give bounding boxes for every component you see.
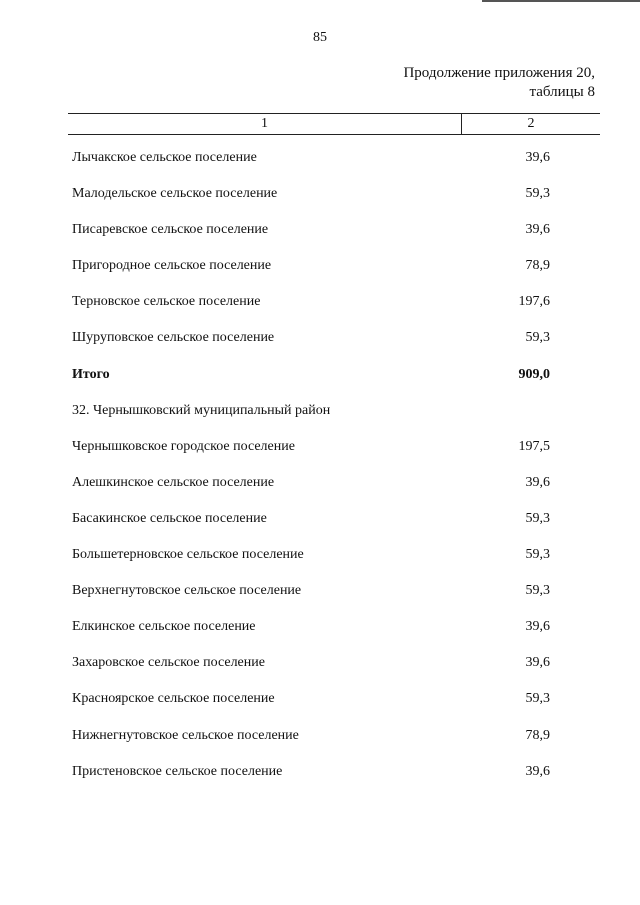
row-value: 197,5 [518,438,550,454]
table-row [72,683,550,719]
table-row [72,503,550,539]
section-heading: 32. Чернышковский муниципальный район [72,402,331,418]
row-name: Елкинское сельское поселение [72,619,256,635]
row-name: Захаровское сельское поселение [72,655,265,671]
table-row [72,322,550,358]
row-value: 78,9 [525,727,550,743]
header-col-2: 2 [527,116,535,131]
row-value: 59,3 [525,583,550,599]
row-value: 59,3 [525,547,550,563]
table-row [72,611,550,647]
total-row [72,359,550,395]
row-name: Писаревское сельское поселение [72,222,269,238]
row-value: 39,6 [525,222,550,238]
row-name: Басакинское сельское поселение [72,510,267,526]
row-name: Пристеновское сельское поселение [72,763,283,779]
row-name: Лычакское сельское поселение [72,150,257,165]
row-name: Красноярское сельское поселение [72,691,275,707]
total-value: 909,0 [518,366,550,382]
section-heading-row [72,395,550,431]
table-row [72,286,550,322]
continuation-note [403,64,595,102]
row-name: Чернышковское городское поселение [72,438,295,454]
row-name: Шуруповское сельское поселение [72,330,275,346]
row-name: Нижнегнутовское сельское поселение [72,727,299,743]
row-value: 59,3 [525,330,550,346]
table-row [72,142,550,178]
row-value: 59,3 [525,186,550,202]
header-bottom-rule [68,134,600,135]
row-name: Пригородное сельское поселение [72,258,272,274]
row-value: 39,6 [525,619,550,635]
row-name: Большетерновское сельское поселение [72,547,304,563]
total-label: Итого [72,366,110,382]
row-value: 78,9 [525,258,550,274]
table-row [72,214,550,250]
table-row [72,431,550,467]
continuation-line-2: таблицы 8 [529,84,595,100]
table-row [72,178,550,214]
table-row [72,467,550,503]
row-value: 39,6 [525,763,550,779]
row-value: 39,6 [525,150,550,165]
header-top-rule [68,113,600,114]
row-name: Алешкинское сельское поселение [72,474,275,490]
table-header [68,113,600,135]
table-row [72,250,550,286]
row-value: 197,6 [518,294,550,310]
row-name: Терновское сельское поселение [72,294,261,310]
continuation-line-1: Продолжение приложения 20, [403,65,595,81]
header-col-1: 1 [261,116,268,131]
row-name: Малодельское сельское поселение [72,186,278,202]
row-value: 39,6 [525,655,550,671]
table-row [72,539,550,575]
top-edge-rule [482,0,640,2]
row-value: 59,3 [525,691,550,707]
table-row [72,575,550,611]
row-value: 39,6 [525,474,550,490]
table-row [72,720,550,756]
table-body [72,142,550,792]
page-number: 85 [313,30,327,45]
row-name: Верхнегнутовское сельское поселение [72,583,302,599]
row-value: 59,3 [525,510,550,526]
table-row [72,647,550,683]
table-row [72,756,550,792]
